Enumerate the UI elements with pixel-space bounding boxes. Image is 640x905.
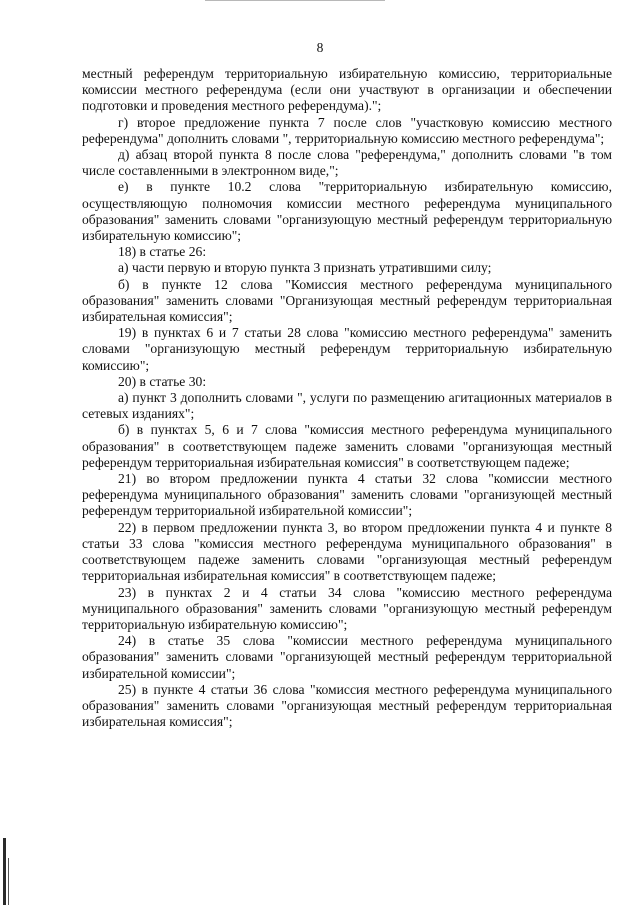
paragraph: б) в пункте 12 слова "Комиссия местного референдума муниципального образования" заменить словами "Организующая местный референдум территориальная избирательная комиссия"; [82,276,612,325]
page-number: 8 [316,40,324,55]
paragraph: 19) в пунктах 6 и 7 статьи 28 слова "комиссию местного референдума" заменить словами "организующую местный референдум территориальную избирательную комиссию"; [82,325,612,373]
paragraph: местный референдум территориальную избирательную комиссию, территориальные комиссии местного референдума (если они участвуют в организации и обеспечении подготовки и проведения местного референдума)."; [82,66,612,114]
document-body [82,66,612,730]
paragraph: 20) в статье 30: [118,373,207,389]
paragraph: е) в пункте 10.2 слова "территориальную избирательную комиссию, осуществляющую полномочия комиссии местного референдума муниципального образования" заменить словами "организующую местный референдум территориальную избирательную комиссию"; [82,179,612,244]
paragraph: д) абзац второй пункта 8 после слова "референдума," дополнить словами "в том числе составленными в электронном виде,"; [82,147,612,179]
scan-edge-mark [205,0,385,1]
scan-edge-mark [3,838,6,905]
paragraph: 21) во втором предложении пункта 4 статьи 32 слова "комиссии местного референдума муниципального образования" заменить словами "организующей местный референдум территориальной избирательной комиссии"; [82,471,612,519]
paragraph: 18) в статье 26: [118,244,207,260]
paragraph: 25) в пункте 4 статьи 36 слова "комиссия местного референдума муниципального образования" заменить словами "организующая местный референдум территориальная избирательная комиссия"; [82,681,612,730]
paragraph: 24) в статье 35 слова "комиссии местного референдума муниципального образования" заменить словами "организующей местный референдум территориальной избирательной комиссии"; [82,633,612,681]
paragraph: а) части первую и вторую пункта 3 признать утратившими силу; [118,260,492,276]
scan-edge-mark [8,858,9,905]
paragraph: г) второе предложение пункта 7 после слов "участковую комиссию местного референдума" дополнить словами ", территориальную комиссию местного референдума"; [82,114,612,146]
paragraph: а) пункт 3 дополнить словами ", услуги по размещению агитационных материалов в сетевых изданиях"; [82,390,612,422]
paragraph: 23) в пунктах 2 и 4 статьи 34 слова "комиссию местного референдума муниципального образования" заменить словами "организующую местный референдум территориальную избирательную комиссию"; [82,584,612,632]
paragraph: 22) в первом предложении пункта 3, во втором предложении пункта 4 и пункте 8 статьи 33 слова "комиссия местного референдума муниципального образования" в соответствующем падеже заменить словами "организующая местный референдум территориальная избирательная комиссия" в соответствующем падеже; [82,519,612,584]
paragraph: б) в пунктах 5, 6 и 7 слова "комиссия местного референдума муниципального образования" в соответствующем падеже заменить словами "организующая местный референдум территориальная избирательная комиссия" в соответствующем падеже; [82,422,612,470]
